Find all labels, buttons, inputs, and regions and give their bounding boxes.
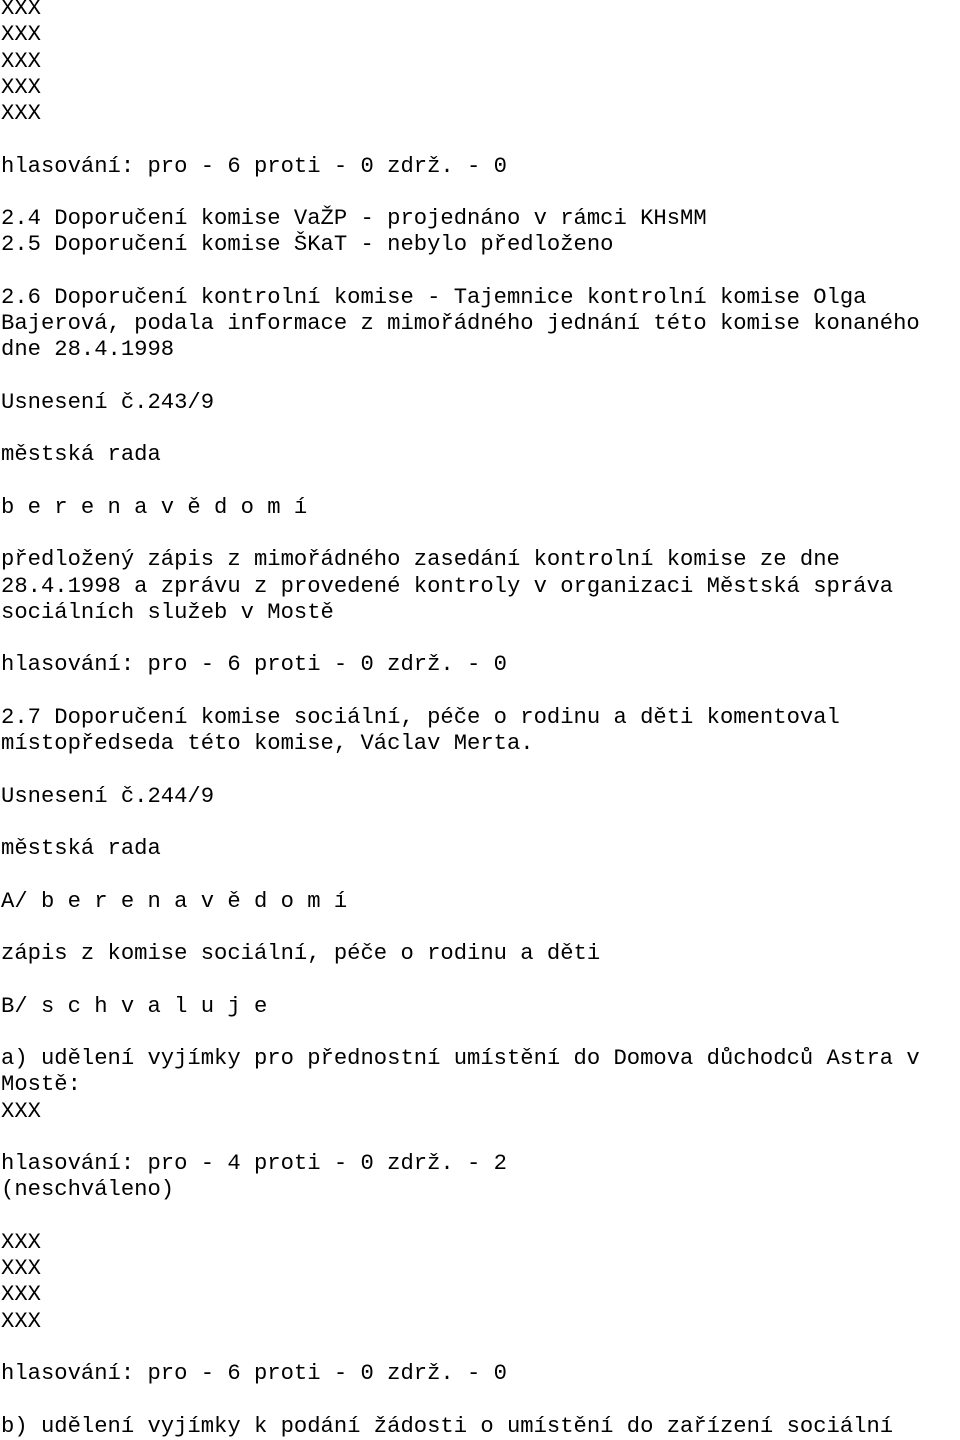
document-line: XXX	[1, 101, 41, 126]
document-line: XXX	[1, 74, 41, 100]
document-line: 2.4 Doporučení komise VaŽP - projednáno v rámci KHsMM	[1, 206, 707, 231]
document-line: A/ b e r e n a v ě d o m í	[1, 888, 348, 914]
document-line: 2.7 Doporučení komise sociální, péče o rodinu a děti komentoval	[1, 704, 840, 730]
document-line: XXX	[1, 1256, 41, 1281]
document-line: 2.6 Doporučení kontrolní komise - Tajemnice kontrolní komise Olga	[1, 284, 867, 310]
document-line: XXX	[1, 1282, 41, 1308]
document-line: XXX	[1, 22, 41, 48]
document-line: hlasování: pro - 4 proti - 0 zdrž. - 2	[1, 1151, 507, 1176]
document-line: Usnesení č.243/9	[1, 389, 215, 415]
document-line: sociálních služeb v Mostě	[1, 599, 334, 625]
document-line: XXX	[1, 0, 41, 21]
document-line: hlasování: pro - 6 proti - 0 zdrž. - 0	[1, 652, 507, 678]
document-line: b e r e n a v ě d o m í	[1, 494, 308, 520]
document-line: Mostě:	[1, 1072, 81, 1098]
document-line: XXX	[1, 1308, 41, 1334]
document-line: předložený zápis z mimořádného zasedání kontrolní komise ze dne	[1, 547, 840, 573]
document-line: městská rada	[1, 442, 161, 468]
document-line: 28.4.1998 a zprávu z provedené kontroly v organizaci Městská správa	[1, 573, 894, 599]
document-line: Usnesení č.244/9	[1, 783, 215, 809]
document-line: XXX	[1, 48, 41, 74]
document-line: Bajerová, podala informace z mimořádného jednání této komise konaného	[1, 311, 920, 336]
document-line: b) udělení vyjímky k podání žádosti o umístění do zařízení sociální	[1, 1413, 894, 1439]
document-line: a) udělení vyjímky pro přednostní umístění do Domova důchodců Astra v	[1, 1046, 920, 1071]
document-line: hlasování: pro - 6 proti - 0 zdrž. - 0	[1, 153, 507, 179]
document-line: (neschváleno)	[1, 1177, 175, 1203]
document-line: XXX	[1, 1229, 41, 1255]
document-line: dne 28.4.1998	[1, 337, 175, 363]
document-line: městská rada	[1, 836, 161, 861]
document-line: hlasování: pro - 6 proti - 0 zdrž. - 0	[1, 1361, 507, 1386]
document-line: 2.5 Doporučení komise ŠKaT - nebylo předloženo	[1, 232, 614, 258]
document-line: XXX	[1, 1098, 41, 1124]
document-line: zápis z komise sociální, péče o rodinu a děti	[1, 941, 601, 966]
document-line: místopředseda této komise, Václav Merta.	[1, 731, 534, 756]
document-line: B/ s c h v a l u j e	[1, 993, 268, 1019]
